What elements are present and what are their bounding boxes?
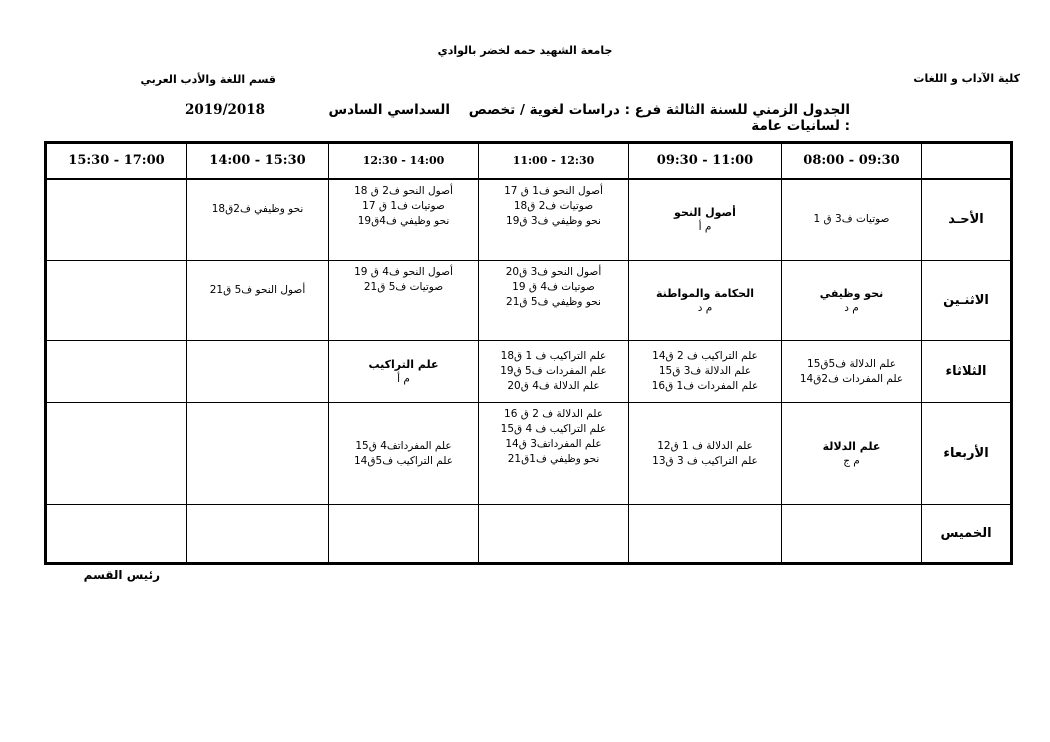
- schedule-cell: أصول النحو ف3 ق20 صوتيات ف4 ق 19 نحو وظيفي ف5 ق21: [479, 261, 629, 341]
- university-name: جامعة الشهيد حمه لخضر بالوادي: [437, 44, 613, 57]
- schedule-cell: الحكامة والمواطنة م د: [629, 261, 782, 341]
- schedule-cell: علم التراكيب ف 1 ق18 علم المفردات ف5 ق19 علم الدلالة ف4 ق20: [479, 341, 629, 403]
- schedule-cell: علم الدلالة ف 1 ق12 علم التراكيب ف 3 ق13: [629, 403, 782, 505]
- table-row: [46, 179, 1012, 261]
- semester-label: السداسي السادس: [328, 102, 450, 118]
- schedule-cell: أصول النحو ف2 ق 18 صوتيات ف1 ق 17 نحو وظيفي ف4ق19: [329, 179, 479, 261]
- schedule-cell: أصول النحو ف4 ق 19 صوتيات ف5 ق21: [329, 261, 479, 341]
- academic-year: 2019/2018: [185, 102, 266, 118]
- department-head-label: رئيس القسم: [83, 568, 160, 582]
- timeslot-header: 09:30 - 08:00: [782, 143, 922, 179]
- schedule-cell: [46, 341, 187, 403]
- schedule-cell: [187, 403, 329, 505]
- schedule-table: [44, 141, 1013, 565]
- day-label: الأربعاء: [922, 403, 1012, 505]
- timeslot-header: 12:30 - 11:00: [479, 143, 629, 179]
- schedule-cell: [479, 505, 629, 564]
- schedule-cell: علم الدلالة ف5ق15 علم المفردات ف2ق14: [782, 341, 922, 403]
- schedule-cell: [187, 505, 329, 564]
- department-name: قسم اللغة والأدب العربي: [140, 73, 276, 86]
- schedule-cell: علم الدلالة ف 2 ق 16 علم التراكيب ف 4 ق15 علم المفرداتف3 ق14 نحو وظيفي ف1ق21: [479, 403, 629, 505]
- schedule-cell: صوتيات ف3 ق 1: [782, 179, 922, 261]
- schedule-cell: [46, 505, 187, 564]
- day-label: الأحـد: [922, 179, 1012, 261]
- schedule-cell: [187, 341, 329, 403]
- schedule-title: الجدول الزمني للسنة الثالثة فرع : دراسات لغوية / تخصص : لسانيات عامة: [468, 102, 850, 134]
- schedule-cell: [629, 505, 782, 564]
- table-row: [46, 403, 1012, 505]
- schedule-cell: نحو وظيفي ف2ق18: [187, 179, 329, 261]
- schedule-cell: [329, 505, 479, 564]
- timeslot-header: 17:00 - 15:30: [46, 143, 187, 179]
- timeslot-header: 14:00 - 12:30: [329, 143, 479, 179]
- schedule-cell: أصول النحو م أ: [629, 179, 782, 261]
- table-row: [46, 505, 1012, 564]
- table-row: [46, 261, 1012, 341]
- day-label: الثلاثاء: [922, 341, 1012, 403]
- faculty-name: كلية الآداب و اللغات: [913, 72, 1020, 85]
- day-label: الاثنـين: [922, 261, 1012, 341]
- timeslot-header: 15:30 - 14:00: [187, 143, 329, 179]
- semester-line: [185, 102, 450, 118]
- timeslot-header: 11:00 - 09:30: [629, 143, 782, 179]
- schedule-cell: أصول النحو ف1 ق 17 صوتيات ف2 ق18 نحو وظيفي ف3 ق19: [479, 179, 629, 261]
- corner-cell: [922, 143, 1012, 179]
- schedule-cell: [46, 403, 187, 505]
- schedule-cell: [46, 261, 187, 341]
- schedule-cell: علم التراكيب م أ: [329, 341, 479, 403]
- table-row: [46, 341, 1012, 403]
- schedule-cell: علم المفرداتف4 ق15 علم التراكيب ف5ق14: [329, 403, 479, 505]
- day-label: الخميس: [922, 505, 1012, 564]
- schedule-cell: علم الدلالة م ج: [782, 403, 922, 505]
- schedule-cell: [782, 505, 922, 564]
- header-row: [46, 143, 1012, 179]
- schedule-cell: أصول النحو ف5 ق21: [187, 261, 329, 341]
- schedule-cell: [46, 179, 187, 261]
- schedule-cell: علم التراكيب ف 2 ق14 علم الدلالة ف3 ق15 علم المفردات ف1 ق16: [629, 341, 782, 403]
- schedule-cell: نحو وظيفي م د: [782, 261, 922, 341]
